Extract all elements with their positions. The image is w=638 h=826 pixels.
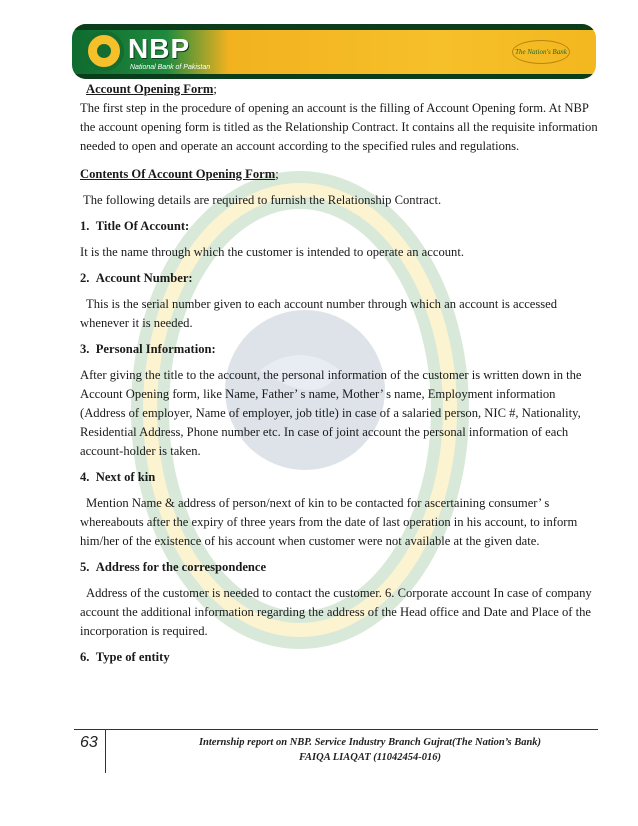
- section-text: Address of the customer is needed to contact the customer. 6. Corporate account In case of company account the additional information regarding the address of the Head office and Date and Place of the incorporation is required.: [80, 586, 592, 638]
- footer-line-2: FAIQA LIAQAT (11042454-016): [299, 752, 441, 763]
- heading-contents: Contents Of Account Opening Form: [80, 167, 276, 181]
- footer-vertical-divider: [105, 729, 106, 773]
- banner-bottom-stripe: [72, 74, 596, 79]
- heading2-suffix: ;: [275, 167, 279, 181]
- tagline-badge: The Nation's Bank: [512, 40, 570, 64]
- document-body: [80, 80, 600, 667]
- footer-divider: [74, 729, 598, 730]
- heading-account-opening-form: Account Opening Form: [86, 82, 214, 96]
- page-number: 63: [80, 734, 98, 751]
- section-text: It is the name through which the customer is intended to operate an account.: [80, 245, 464, 259]
- section-title: 1. Title Of Account:: [80, 219, 190, 233]
- section-text: This is the serial number given to each account number through which an account is accessed whenever it is needed.: [80, 297, 558, 330]
- section-title: 5. Address for the correspondence: [80, 560, 267, 574]
- section-text: Mention Name & address of person/next of kin to be contacted for ascertaining consumer’ s whereabouts after the expiry of three years from the date of last operation in his account, to inform him/her of the existence of his account when customer were not available at the given date.: [80, 496, 578, 548]
- contents-intro: The following details are required to furnish the Relationship Contract.: [83, 193, 442, 207]
- footer-caption: [150, 735, 590, 765]
- heading1-suffix: ;: [213, 82, 217, 96]
- section-text: After giving the title to the account, the personal information of the customer is written down in the Account Opening form, like Name, Father’ s name, Mother’ s name, Employment information (Address of employer, Name of employer, job title) in case of a salaried person, NIC #, Nationality, Residential Address, Phone number etc. In case of joint account the personal information of each account-holder is taken.: [80, 368, 582, 458]
- intro-paragraph: The first step in the procedure of opening an account is the filling of Account Opening form. At NBP the account opening form is titled as the Relationship Contract. It contains all the requisite information needed to open and operate an account according to the specified rules and regulations.: [80, 101, 598, 153]
- section-title: 3. Personal Information:: [80, 342, 216, 356]
- nbp-logo-icon: [84, 31, 124, 71]
- section-title: 2. Account Number:: [80, 271, 193, 285]
- footer-line-1: Internship report on NBP. Service Industry Branch Gujrat(The Nation’s Bank): [198, 737, 542, 748]
- logo-text: NBP: [128, 33, 191, 64]
- section-title: 4. Next of kin: [80, 470, 156, 484]
- banner-top-stripe: [72, 24, 596, 30]
- logo-subtitle: National Bank of Pakistan: [130, 64, 211, 71]
- header-banner: [72, 24, 596, 79]
- section-title: 6. Type of entity: [80, 650, 170, 664]
